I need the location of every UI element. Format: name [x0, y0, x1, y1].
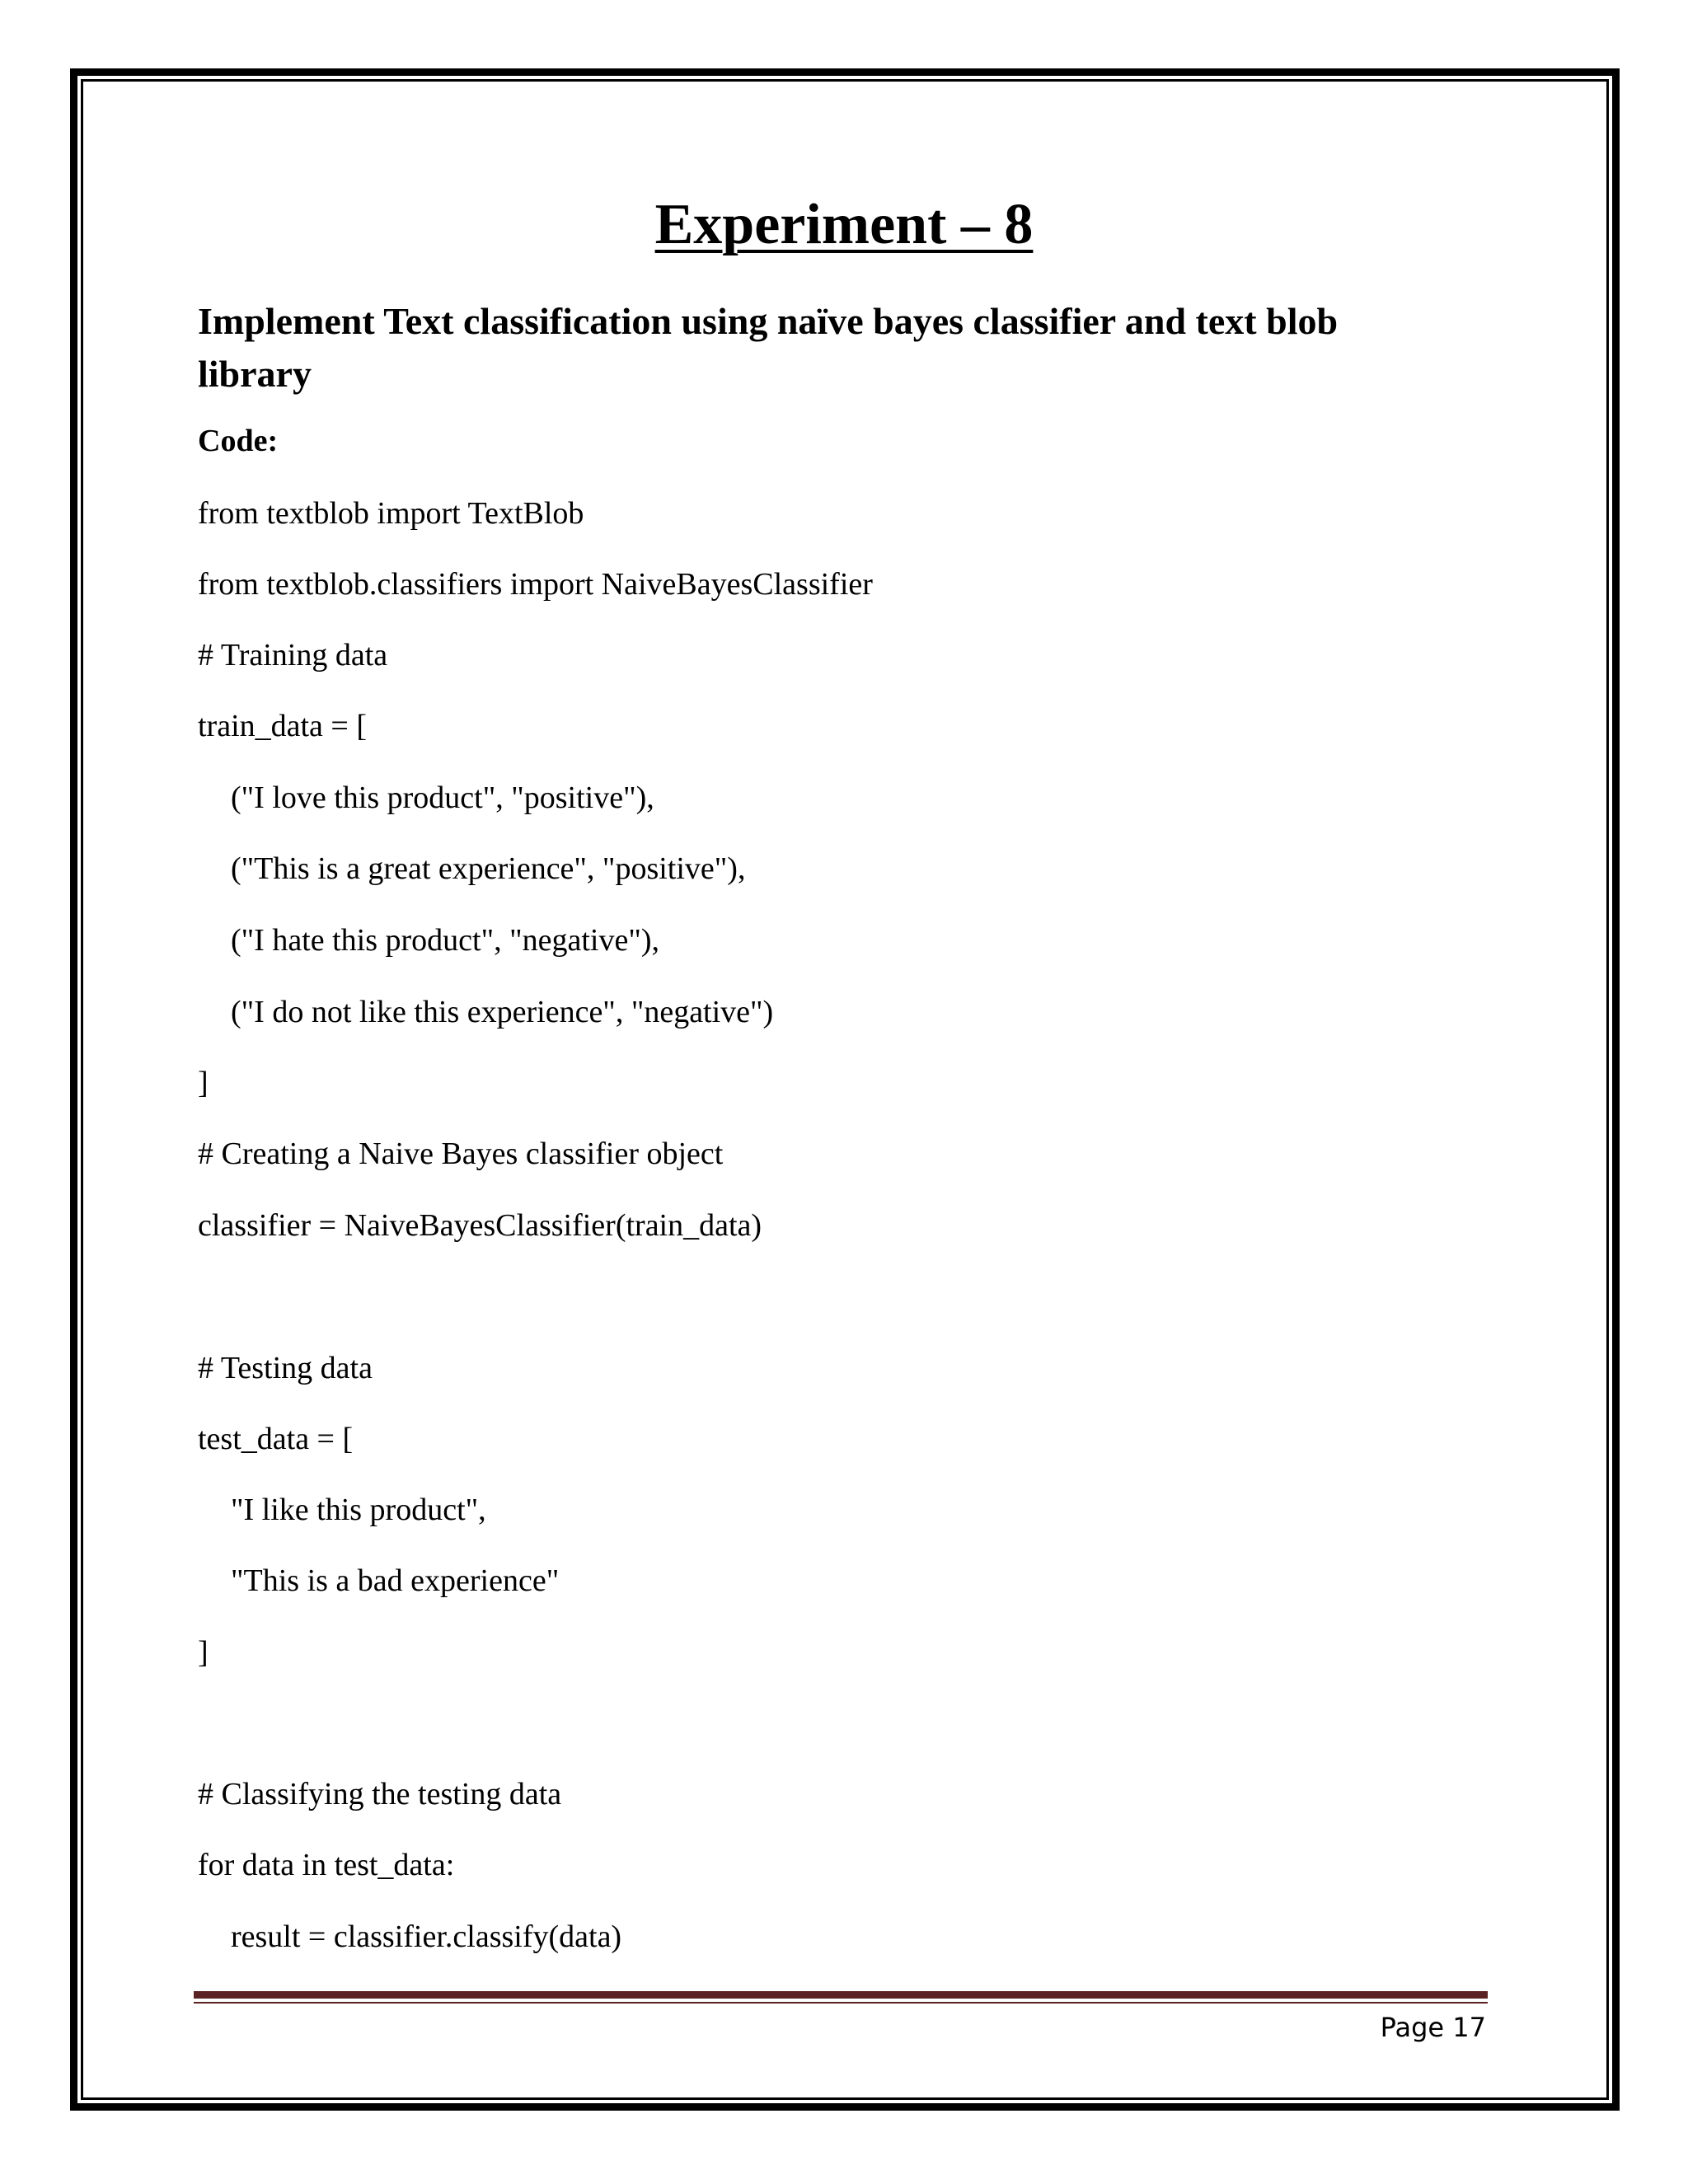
code-line: "I like this product",	[231, 1493, 486, 1527]
experiment-title: Experiment – 8	[654, 193, 1034, 256]
code-line: ]	[198, 1635, 209, 1670]
code-line: # Testing data	[198, 1351, 373, 1385]
code-line: ("I love this product", "positive"),	[231, 780, 654, 815]
code-line: # Classifying the testing data	[198, 1777, 562, 1811]
code-line: test_data = [	[198, 1422, 354, 1456]
footer-rule-thick	[194, 1991, 1488, 1999]
code-label: Code:	[198, 424, 279, 458]
code-line: from textblob.classifiers import NaiveBayesClassifier	[198, 567, 873, 602]
code-line: "This is a bad experience"	[231, 1563, 560, 1598]
code-line: ]	[198, 1066, 209, 1100]
experiment-heading: Implement Text classification using naïve bayes classifier and text blob library	[198, 300, 1339, 395]
code-line: ("I do not like this experience", "negative")	[231, 995, 774, 1029]
footer-rule-thin	[194, 2002, 1488, 2004]
page-number: Page 17	[1380, 2012, 1486, 2043]
code-line: ("This is a great experience", "positive"),	[231, 851, 746, 886]
code-line: # Creating a Naive Bayes classifier object	[198, 1137, 724, 1171]
code-line: train_data = [	[198, 709, 368, 743]
code-line: # Training data	[198, 638, 388, 673]
code-line: for data in test_data:	[198, 1848, 455, 1882]
code-line: classifier = NaiveBayesClassifier(train_data)	[198, 1208, 762, 1243]
code-line: ("I hate this product", "negative"),	[231, 923, 659, 958]
code-line: result = classifier.classify(data)	[231, 1919, 622, 1954]
code-line: from textblob import TextBlob	[198, 496, 584, 531]
